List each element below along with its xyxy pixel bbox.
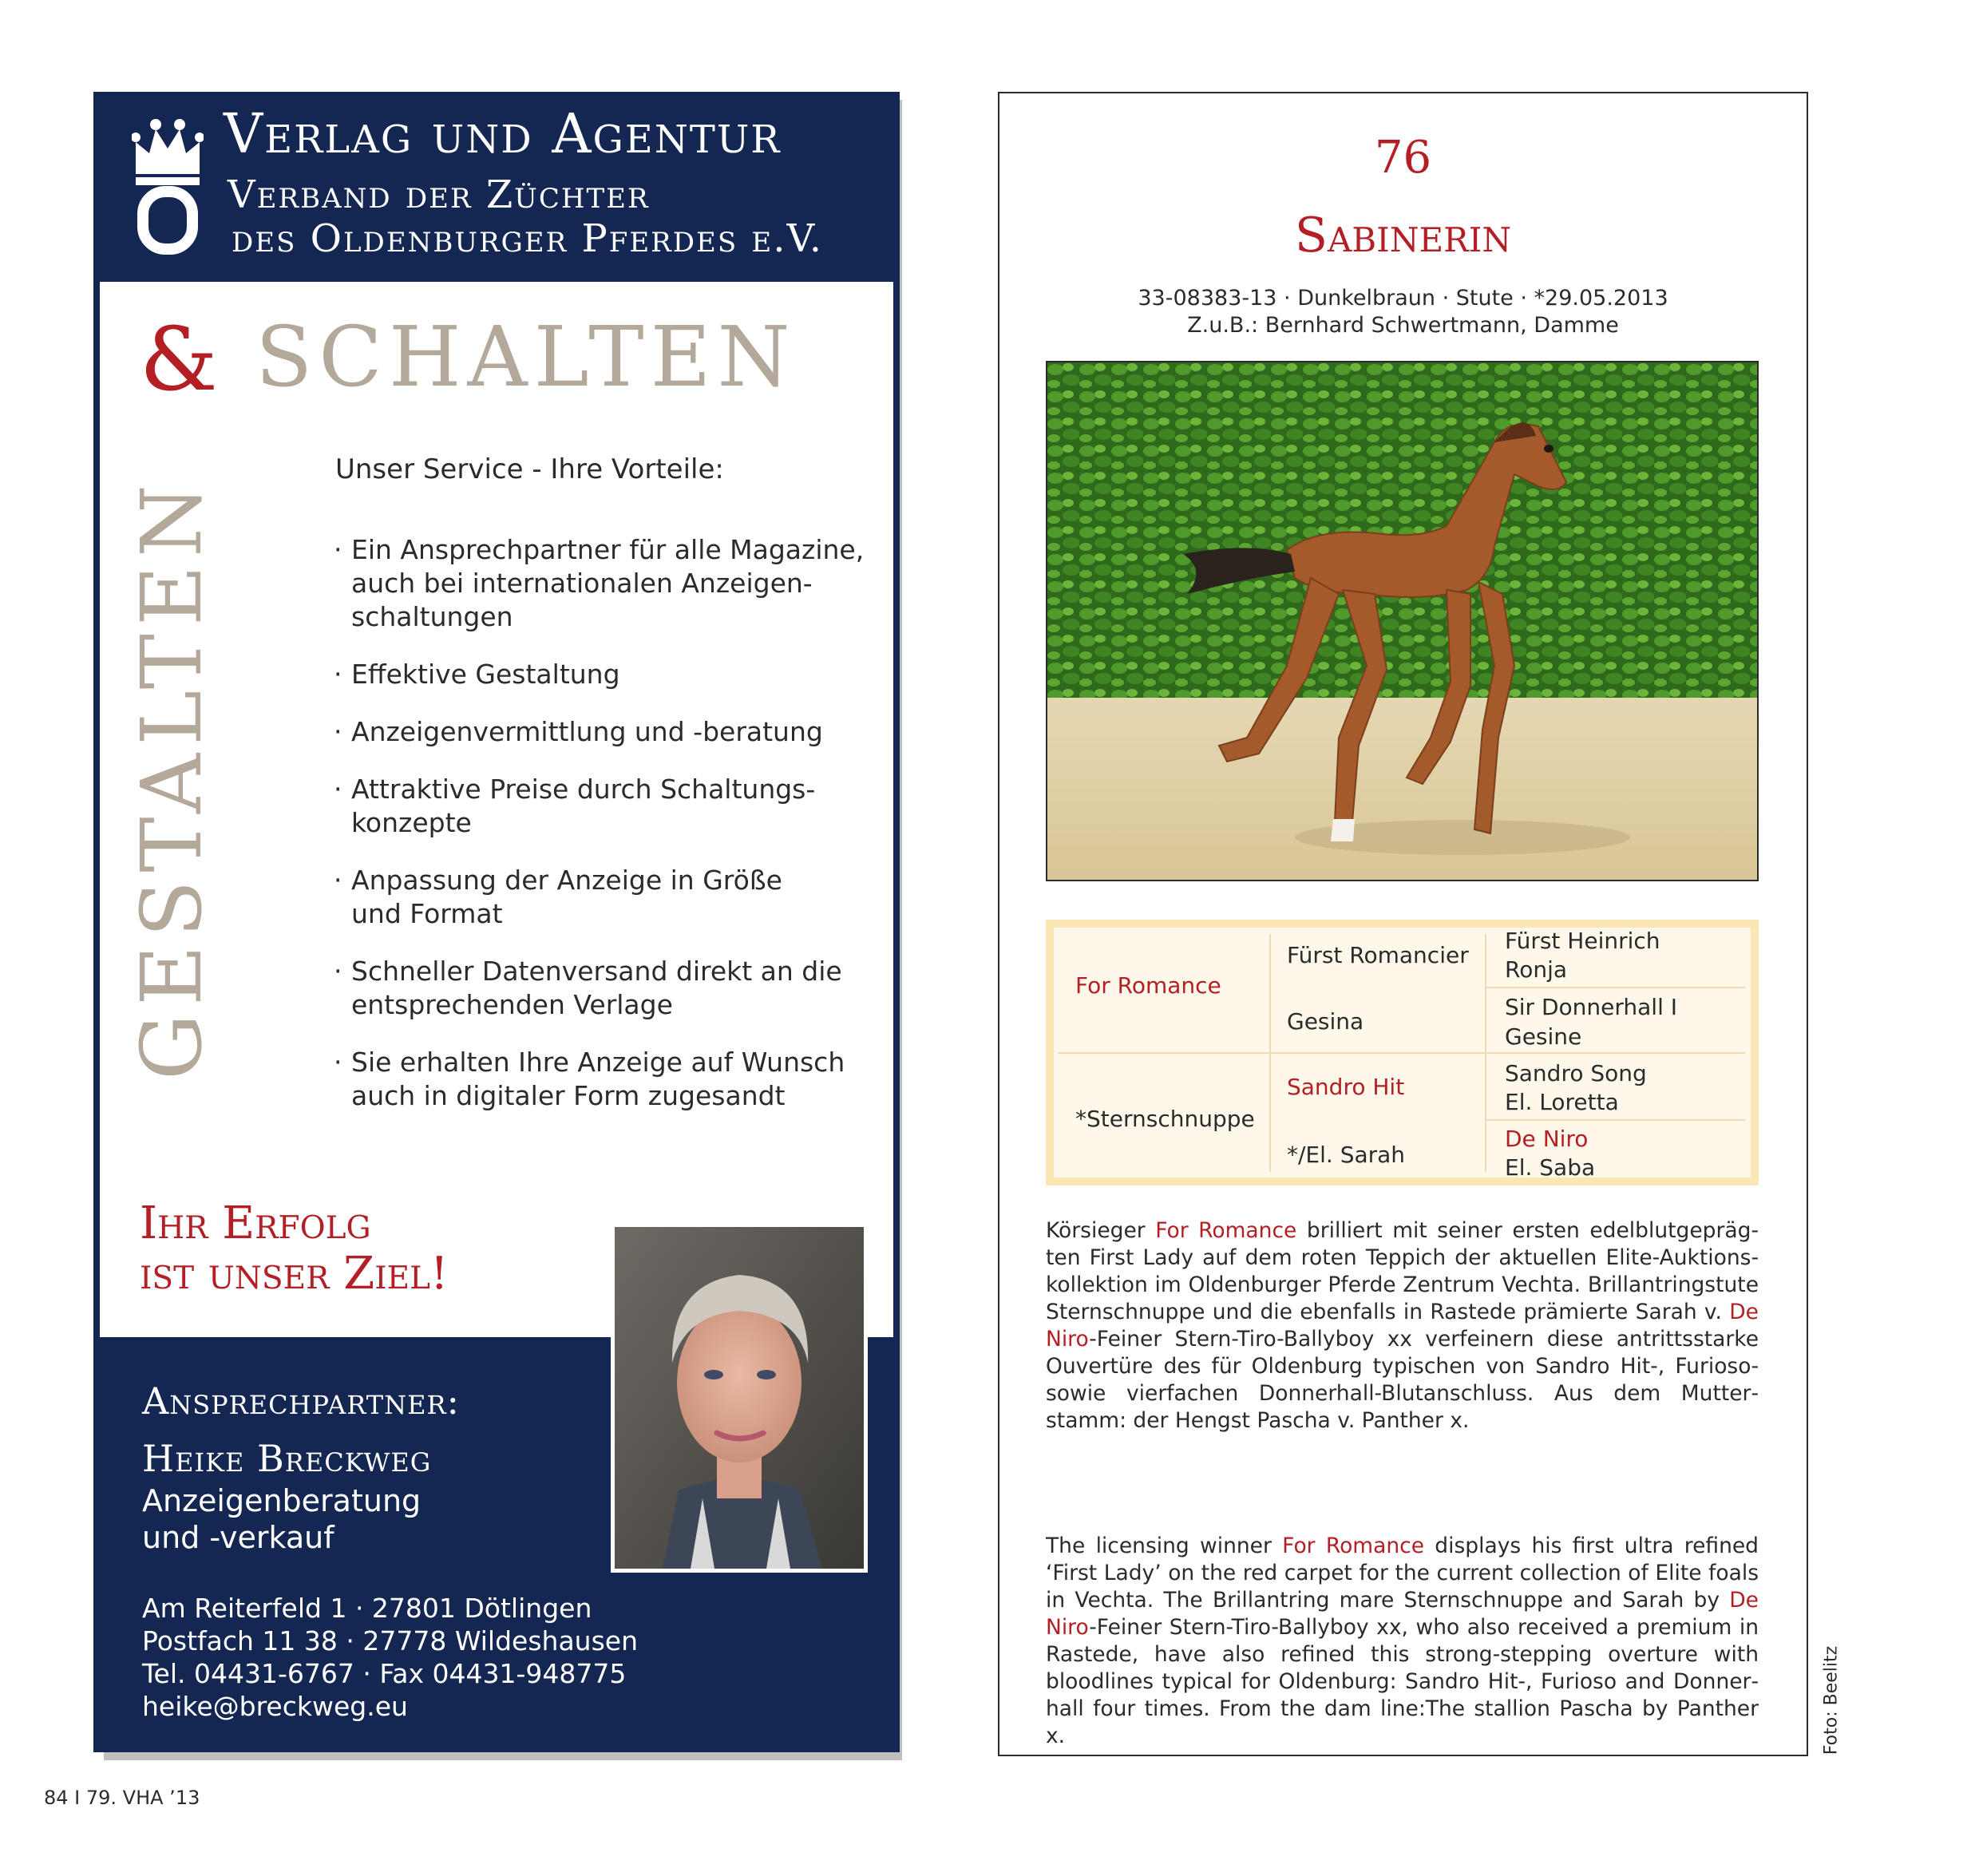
horse-details: 33-08383-13 · Dunkelbraun · Stute · *29.05.2013 <box>1138 286 1668 311</box>
contact-email-link[interactable]: heike@breckweg.eu <box>142 1691 408 1722</box>
crown-o-logo-icon <box>132 112 204 255</box>
breeder-info: Z.u.B.: Bernhard Schwertmann, Damme <box>1187 313 1619 338</box>
service-item: · Effektive Gestaltung <box>334 658 877 691</box>
headline-gestalten-vertical <box>123 447 220 1110</box>
pedigree-dam-dam: */El. Sarah <box>1287 1142 1406 1168</box>
ad-header-subtitle-2: des Oldenburger Pferdes e.V. <box>232 216 824 261</box>
pedigree-sire-sire-dam: Ronja <box>1505 956 1568 983</box>
contact-name: Heike Breckweg <box>142 1437 432 1480</box>
pedigree-sire-dam-sire: Sir Donnerhall I <box>1505 994 1678 1020</box>
description-text: Körsieger <box>1046 1218 1156 1243</box>
description-highlight: De Niro <box>1046 1588 1759 1640</box>
photo-credit <box>1820 1644 1842 1756</box>
description-text: -Feiner Stern-Tiro-Ballyboy xx, who also received a premium in Rastede, have also refined this strong-stepping overture with bloodlines typical for Oldenburg: Sandro Hit-, Furioso and Donnerhall four times. From the dam line:The stallion Pascha by Panther x. <box>1046 1615 1759 1748</box>
pedigree-sire-sire: Fürst Romancier <box>1287 942 1469 968</box>
contact-role: Anzeigenberatung <box>142 1483 422 1518</box>
service-item: · Schneller Datenversand direkt an die entsprechenden Verlage <box>334 955 877 1022</box>
lot-number: 76 <box>1374 132 1432 184</box>
ad-header-subtitle: Verband der Züchter <box>228 172 650 217</box>
service-item: · Anzeigenvermittlung und -beratung <box>334 715 877 749</box>
headline-gestalten-text: GESTALTEN <box>123 477 220 1080</box>
services-title: Unser Service - Ihre Vorteile: <box>335 453 724 485</box>
service-item: · Attraktive Preise durch Schaltungs- konzepte <box>334 773 877 840</box>
pedigree-dam-sire: Sandro Hit <box>1287 1074 1405 1100</box>
pedigree-dam-dam-dam: El. Saba <box>1505 1154 1596 1181</box>
service-item: · Ein Ansprechpartner für alle Magazine, auch bei internationalen Anzeigen- schaltungen <box>334 533 877 634</box>
contact-address: Am Reiterfeld 1 · 27801 Dötlingen <box>142 1593 592 1624</box>
photo-credit-text: Foto: Beelitz <box>1821 1645 1842 1755</box>
pedigree-divider <box>1058 1052 1745 1054</box>
description-text: -Feiner Stern-Tiro-Ballyboy xx verfeinern diese antrittsstarke Ouvertüre des für Oldenburg typischen von Sandro Hit-, Furiososowie vierfachen Donnerhall-Blutanschluss. Aus dem Mutterstamm: der Hengst Pascha v. Panther x. <box>1046 1327 1759 1433</box>
service-item: · Sie erhalten Ihre Anzeige auf Wunsch auch in digitaler Form zugesandt <box>334 1046 877 1113</box>
contact-postbox: Postfach 11 38 · 27778 Wildeshausen <box>142 1625 638 1656</box>
slogan-line-1: Ihr Erfolg <box>140 1197 371 1249</box>
description-highlight: For Romance <box>1282 1534 1425 1558</box>
contact-role-2: und -verkauf <box>142 1520 334 1555</box>
services-list <box>334 533 877 1137</box>
ad-header-title: Verlag und Agentur <box>224 103 782 166</box>
pedigree-dam-sire-dam: El. Loretta <box>1505 1089 1619 1115</box>
pedigree-dam: *Sternschnuppe <box>1075 1106 1255 1132</box>
page-number: 84 I 79. VHA ’13 <box>44 1787 200 1809</box>
pedigree-divider <box>1485 987 1745 988</box>
contact-heading: Ansprechpartner: <box>142 1379 461 1423</box>
pedigree-sire: For Romance <box>1075 972 1221 999</box>
description-text: brilliert mit seiner ersten edelblutgeprägten First Lady auf dem roten Teppich der aktuellen Elite-Auktionskollektion im Oldenburger Pferde Zentrum Vechta. Brillantringstute Sternschnuppe und die ebenfalls in Rastede prämierte Sarah v. <box>1046 1218 1759 1324</box>
contact-portrait-photo <box>615 1227 864 1569</box>
description-highlight: De Niro <box>1046 1300 1759 1352</box>
description-text: displays his first ultra refined ‘First Lady’ on the red carpet for the current collection of Elite foals in Vechta. The Brillantring mare Sternschnuppe and Sarah by <box>1046 1534 1759 1613</box>
headline-schalten: SCHALTEN <box>255 308 797 406</box>
pedigree-divider <box>1485 1119 1745 1121</box>
pedigree-sire-sire-sire: Fürst Heinrich <box>1505 928 1660 954</box>
service-item: · Anpassung der Anzeige in Größe und Format <box>334 864 877 931</box>
foal-photo <box>1046 361 1759 881</box>
description-text: The licensing winner <box>1046 1534 1283 1558</box>
headline-ampersand: & <box>140 308 218 410</box>
description-english <box>1046 1533 1759 1750</box>
pedigree-dam-sire-sire: Sandro Song <box>1505 1060 1647 1086</box>
foal-photo-image <box>1047 362 1759 881</box>
contact-phone: Tel. 04431-6767 · Fax 04431-948775 <box>142 1658 627 1689</box>
pedigree-dam-dam-sire: De Niro <box>1505 1126 1589 1152</box>
pedigree-sire-dam: Gesina <box>1287 1008 1364 1035</box>
slogan-line-2: ist unser Ziel! <box>140 1248 449 1300</box>
description-highlight: For Romance <box>1155 1218 1297 1243</box>
description-german <box>1046 1217 1759 1435</box>
horse-name: Sabinerin <box>1294 208 1512 263</box>
pedigree-sire-dam-dam: Gesine <box>1505 1023 1582 1050</box>
